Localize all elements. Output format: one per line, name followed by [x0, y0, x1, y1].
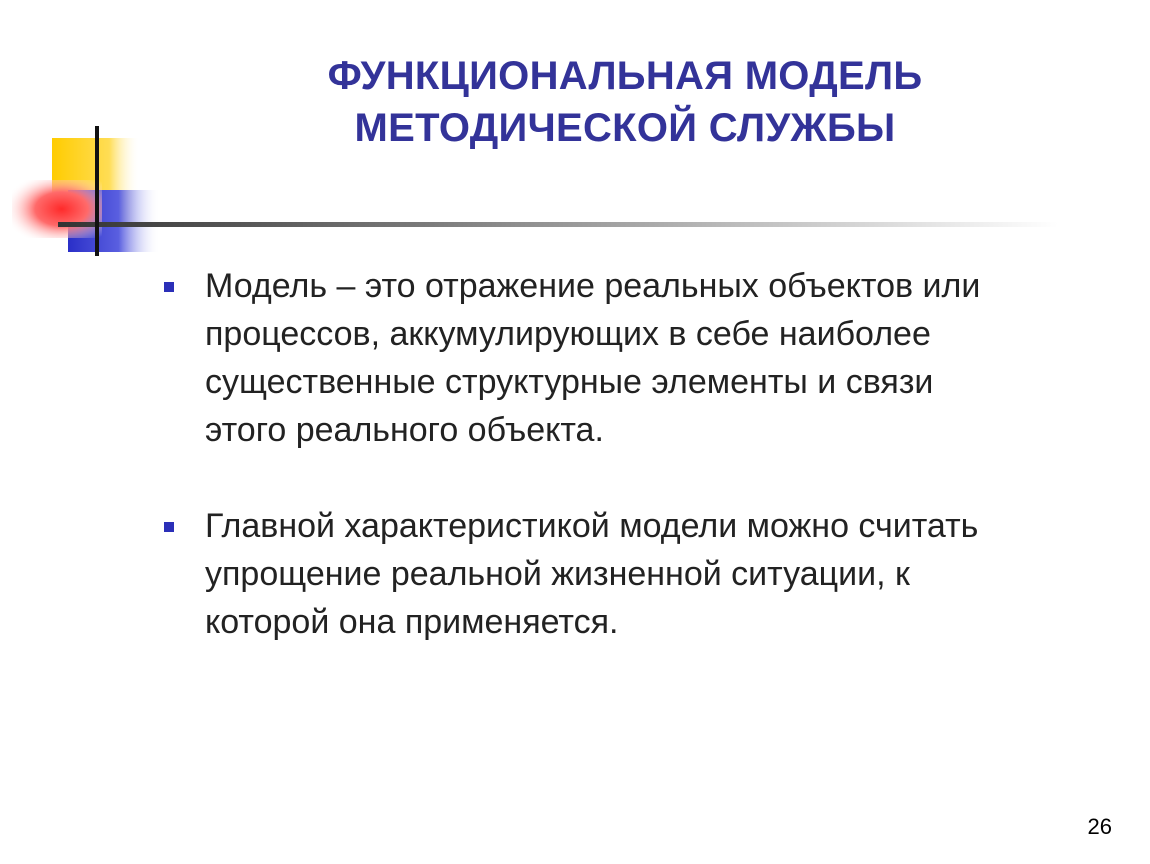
title-line-1: ФУНКЦИОНАЛЬНАЯ МОДЕЛЬ [327, 54, 923, 98]
deco-vertical-rule [95, 126, 99, 256]
bullet-text-line: Модель – это отражение реальных объектов или [205, 267, 981, 305]
deco-red-square [12, 180, 102, 238]
bullet-list [160, 262, 1090, 646]
title-line-2: МЕТОДИЧЕСКОЙ СЛУЖБЫ [354, 106, 896, 150]
slide-title [230, 50, 1020, 154]
deco-horizontal-rule [58, 222, 1058, 227]
bullet-square-icon [164, 522, 174, 532]
bullet-item [160, 262, 1090, 454]
bullet-text-line: которой она применяется. [205, 603, 619, 641]
bullet-square-icon [164, 282, 174, 292]
bullet-text-line: Главной характеристикой модели можно считать [205, 507, 979, 545]
bullet-text-line: упрощение реальной жизненной ситуации, к [205, 555, 910, 593]
bullet-text-line: существенные структурные элементы и связи [205, 363, 934, 401]
bullet-text-line: процессов, аккумулирующих в себе наиболее [205, 315, 931, 353]
page-number: 26 [1087, 814, 1112, 839]
bullet-item [160, 502, 1090, 646]
bullet-text-line: этого реального объекта. [205, 411, 604, 449]
